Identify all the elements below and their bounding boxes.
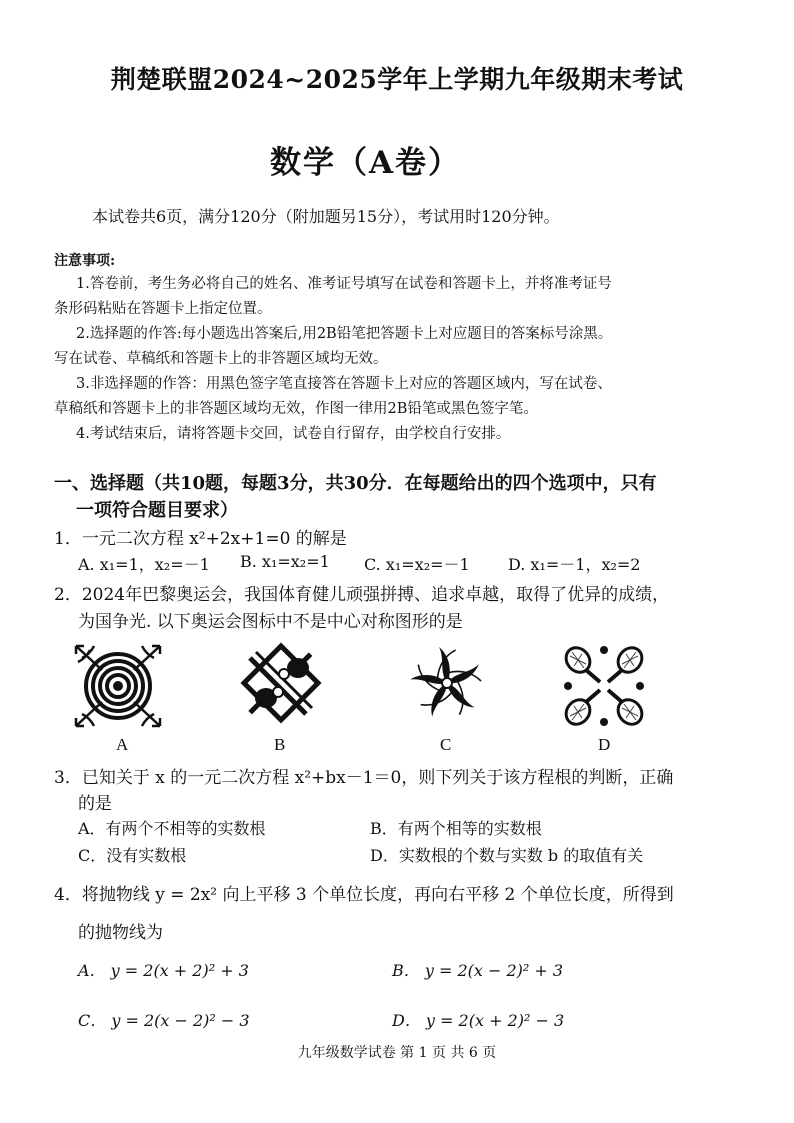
q1-option-d: D. x₁=－1，x₂=2 xyxy=(508,555,641,574)
note-line: 草稿纸和答题卡上的非答题区域均无效，作图一律用2B铅笔或黑色签字笔。 xyxy=(54,401,538,417)
q3-option-a: A．有两个不相等的实数根 xyxy=(78,819,266,838)
question-2-line2: 为国争光. 以下奥运会图标中不是中心对称图形的是 xyxy=(78,612,463,632)
q1-option-a: A. x₁=1，x₂=－1 xyxy=(78,555,210,574)
swirl-flower-icon xyxy=(406,642,488,724)
q3-option-b: B．有两个相等的实数根 xyxy=(370,819,542,838)
q4-option-d: D． y = 2(x + 2)² − 3 xyxy=(392,1011,565,1030)
table-tennis-icon xyxy=(238,640,324,726)
note-line: 1.答卷前，考生务必将自己的姓名、准考证号填写在试卷和答题卡上，并将准考证号 xyxy=(76,276,612,292)
exam-subtitle: 数学（A卷） xyxy=(270,145,462,181)
note-line: 写在试卷、草稿纸和答题卡上的非答题区域均无效。 xyxy=(54,351,388,367)
question-3-line1: 3．已知关于 x 的一元二次方程 x²+bx－1＝0，则下列关于该方程根的判断，正确 xyxy=(54,768,674,788)
notes-heading: 注意事项: xyxy=(54,253,116,269)
q3-option-d: D．实数根的个数与实数 b 的取值有关 xyxy=(370,846,644,865)
q4-option-a: A． y = 2(x + 2)² + 3 xyxy=(78,961,249,980)
archery-target-icon xyxy=(72,640,164,732)
q1-option-b: B. x₁=x₂=1 xyxy=(240,552,330,571)
note-line: 2.选择题的作答:每小题选出答案后,用2B铅笔把答题卡上对应题目的答案标号涂黑。 xyxy=(76,326,613,342)
figure-label-d: D xyxy=(598,735,611,754)
page-footer: 九年级数学试卷 第 1 页 共 6 页 xyxy=(297,1045,497,1061)
question-3-line2: 的是 xyxy=(78,794,112,814)
q3-option-c: C．没有实数根 xyxy=(78,846,187,865)
q4-option-c: C． y = 2(x − 2)² − 3 xyxy=(78,1011,250,1030)
q4-option-b: B． y = 2(x − 2)² + 3 xyxy=(392,961,564,980)
note-line: 4.考试结束后，请将答题卡交回，试卷自行留存，由学校自行安排。 xyxy=(76,426,511,442)
badminton-rackets-icon xyxy=(560,642,648,730)
note-line: 条形码粘贴在答题卡上指定位置。 xyxy=(54,301,272,317)
figure-label-c: C xyxy=(440,735,452,754)
question-2-line1: 2．2024年巴黎奥运会，我国体育健儿顽强拼搏、追求卓越，取得了优异的成绩， xyxy=(54,585,670,605)
section-heading-cont: 一项符合题目要求） xyxy=(76,500,238,521)
figure-label-b: B xyxy=(274,735,286,754)
q1-option-c: C. x₁=x₂=－1 xyxy=(364,555,470,574)
note-line: 3.非选择题的作答：用黑色签字笔直接答在答题卡上对应的答题区域内，写在试卷、 xyxy=(76,376,612,392)
question-4-line2: 的抛物线为 xyxy=(78,923,163,943)
section-heading: 一、选择题（共10题，每题3分，共30分．在每题给出的四个选项中，只有 xyxy=(54,473,657,494)
exam-title: 荆楚联盟2024~2025学年上学期九年级期末考试 xyxy=(110,65,684,94)
exam-intro: 本试卷共6页，满分120分（附加题另15分），考试用时120分钟。 xyxy=(92,207,560,226)
question-4-line1: 4．将抛物线 y = 2x² 向上平移 3 个单位长度，再向右平移 2 个单位长度，所得到 xyxy=(54,885,674,905)
figure-label-a: A xyxy=(116,735,129,754)
question-1-stem: 1．一元二次方程 x²+2x+1=0 的解是 xyxy=(54,529,347,549)
